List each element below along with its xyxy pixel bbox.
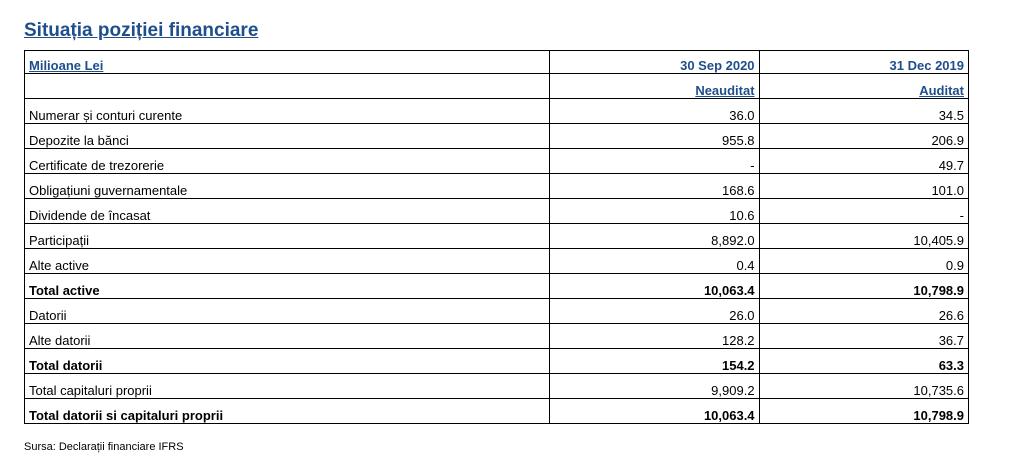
table-row (25, 249, 969, 274)
row-value-2019: 10,735.6 (759, 374, 968, 399)
row-label: Datorii (25, 299, 550, 324)
col2-status-cell (759, 74, 968, 99)
row-label: Total datorii si capitaluri proprii (25, 399, 550, 424)
row-value-2020: 8,892.0 (550, 224, 759, 249)
row-label: Alte datorii (25, 324, 550, 349)
table-row (25, 174, 969, 199)
col1-status-cell (550, 74, 759, 99)
col2-status: Auditat (919, 83, 964, 98)
row-value-2020: 26.0 (550, 299, 759, 324)
col1-date: 30 Sep 2020 (550, 51, 759, 74)
row-label: Participații (25, 224, 550, 249)
col2-date: 31 Dec 2019 (759, 51, 968, 74)
unit-label-cell (25, 51, 550, 74)
unit-label: Milioane Lei (29, 58, 104, 73)
row-label: Total datorii (25, 349, 550, 374)
table-row (25, 149, 969, 174)
row-value-2019: 26.6 (759, 299, 968, 324)
table-row (25, 224, 969, 249)
total-row (25, 399, 969, 424)
row-label: Obligațiuni guvernamentale (25, 174, 550, 199)
row-value-2019: 206.9 (759, 124, 968, 149)
row-label: Total active (25, 274, 550, 299)
page-title: Situația poziției financiare (24, 20, 259, 41)
row-value-2020: 955.8 (550, 124, 759, 149)
col1-status: Neauditat (695, 83, 755, 98)
table-row (25, 299, 969, 324)
row-label: Dividende de încasat (25, 199, 550, 224)
table-row (25, 199, 969, 224)
row-value-2019: 10,798.9 (759, 399, 968, 424)
row-label: Certificate de trezorerie (25, 149, 550, 174)
row-value-2019: 36.7 (759, 324, 968, 349)
total-row (25, 274, 969, 299)
financial-position-table (24, 50, 969, 424)
row-value-2019: 10,405.9 (759, 224, 968, 249)
row-value-2019: 0.9 (759, 249, 968, 274)
table-row (25, 124, 969, 149)
row-value-2020: 154.2 (550, 349, 759, 374)
row-label: Total capitaluri proprii (25, 374, 550, 399)
table-row (25, 374, 969, 399)
row-value-2019: 34.5 (759, 99, 968, 124)
row-value-2020: 10,063.4 (550, 399, 759, 424)
table-header-row (25, 51, 969, 74)
empty-cell (25, 74, 550, 99)
row-value-2020: - (550, 149, 759, 174)
row-value-2019: 49.7 (759, 149, 968, 174)
table-row (25, 324, 969, 349)
row-value-2020: 36.0 (550, 99, 759, 124)
table-status-row (25, 74, 969, 99)
row-label: Numerar și conturi curente (25, 99, 550, 124)
row-value-2020: 128.2 (550, 324, 759, 349)
row-value-2019: 10,798.9 (759, 274, 968, 299)
row-label: Depozite la bănci (25, 124, 550, 149)
row-value-2020: 10,063.4 (550, 274, 759, 299)
row-value-2020: 0.4 (550, 249, 759, 274)
total-row (25, 349, 969, 374)
row-value-2020: 168.6 (550, 174, 759, 199)
row-value-2019: - (759, 199, 968, 224)
table-row (25, 99, 969, 124)
row-value-2019: 101.0 (759, 174, 968, 199)
row-label: Alte active (25, 249, 550, 274)
row-value-2020: 9,909.2 (550, 374, 759, 399)
row-value-2020: 10.6 (550, 199, 759, 224)
row-value-2019: 63.3 (759, 349, 968, 374)
source-note: Sursa: Declarații financiare IFRS (24, 441, 184, 453)
